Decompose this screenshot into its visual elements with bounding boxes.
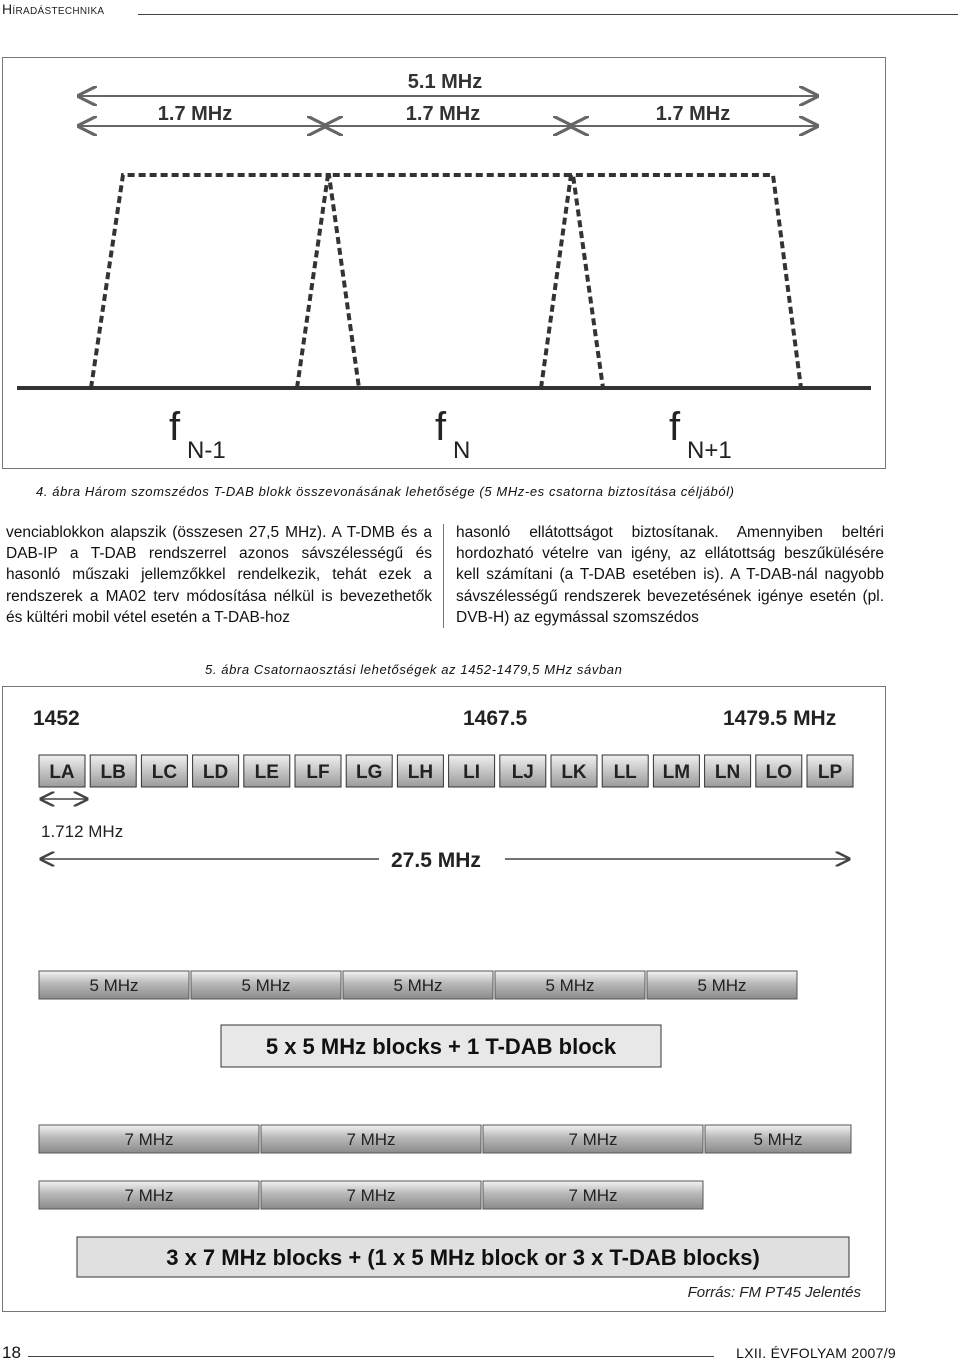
volume-label: LXII. ÉVFOLYAM 2007/9: [736, 1345, 896, 1361]
total-width-label: 27.5 MHz: [391, 849, 481, 872]
figure-5-caption: 5. ábra Csatornaosztási lehetőségek az 1452-1479,5 MHz sávban: [205, 662, 623, 677]
f-symbol-2: f: [435, 405, 447, 449]
block-bar-label: 7 MHz: [346, 1130, 396, 1149]
channel-label: LH: [407, 762, 434, 783]
block-label-2: 1.7 MHz: [405, 103, 481, 125]
section-header: Híradástechnika: [2, 1, 105, 17]
channel-label: LC: [151, 762, 178, 783]
footer-rule: [28, 1356, 714, 1357]
freq-mid: 1467.5: [463, 707, 528, 730]
text-column-left: [6, 522, 432, 628]
header-rule: [138, 14, 958, 15]
f-subscript-2: N: [453, 437, 471, 464]
block-label-1: 1.7 MHz: [157, 103, 233, 125]
block-bar-label: 7 MHz: [124, 1186, 174, 1205]
block-bar-label: 5 MHz: [545, 976, 595, 995]
spectrum-block-1: [91, 175, 359, 388]
column-divider: [443, 524, 444, 628]
summary-a-text: 5 x 5 MHz blocks + 1 T-DAB block: [265, 1034, 617, 1059]
figure-4-diagram: [3, 58, 885, 468]
source-label: Forrás: FM PT45 Jelentés: [687, 1284, 861, 1301]
block-bar-label: 7 MHz: [124, 1130, 174, 1149]
page-number: 18: [2, 1343, 21, 1362]
paragraph-right: hasonló ellátottságot biztosítanak. Amennyiben beltéri hordozható vételre van igény, az ellátottság beszűkülésére kell számítani (a T-DAB esetében is). A T-DAB-nál nagyobb sávszélességű rendszerek bevezetésének igénye esetén (pl. DVB-H) az egymással szomszédos: [456, 524, 884, 626]
f-subscript-3: N+1: [687, 437, 732, 464]
block-bar-label: 7 MHz: [568, 1186, 618, 1205]
channel-label: LO: [765, 762, 792, 783]
figure-5-diagram: [3, 687, 885, 1311]
channel-label: LB: [100, 762, 126, 783]
channel-label: LE: [254, 762, 279, 783]
f-symbol-1: f: [169, 405, 181, 449]
channel-label: LK: [561, 762, 587, 783]
figure-4-frame: [2, 57, 886, 469]
channel-label: LP: [817, 762, 843, 783]
text-column-right: [456, 522, 884, 628]
channel-label: LI: [463, 762, 481, 783]
block-bar-label: 5 MHz: [697, 976, 747, 995]
channel-label: LF: [306, 762, 330, 783]
figure-5-frame: [2, 686, 886, 1312]
paragraph-left: venciablokkon alapszik (összesen 27,5 MHz). A T-DMB és a DAB-IP a T-DAB rendszerrel azonos sávszélességű és hasonló műszaki jellemzőkkel rendelkezik, tehát ezek a rendszerek a MA02 terv módosítása nélkül is bevezethetők és kültéri mobil vétel esetén a T-DAB-hoz: [6, 524, 432, 626]
f-symbol-3: f: [669, 405, 681, 449]
channel-label: LJ: [511, 762, 534, 783]
block-bar-label: 5 MHz: [753, 1130, 803, 1149]
figure-4-caption: 4. ábra Három szomszédos T-DAB blokk összevonásának lehetősége (5 MHz-es csatorna biztosítása céljából): [36, 484, 735, 499]
channel-label: LL: [613, 762, 637, 783]
channel-label: LG: [356, 762, 383, 783]
block-label-3: 1.7 MHz: [655, 103, 731, 125]
channel-width-label: 1.712 MHz: [41, 822, 124, 841]
channel-label: LD: [202, 762, 229, 783]
f-subscript-1: N-1: [187, 437, 226, 464]
channel-label: LN: [714, 762, 741, 783]
block-bar-label: 7 MHz: [568, 1130, 618, 1149]
channel-label: LM: [662, 762, 691, 783]
block-bar-label: 7 MHz: [346, 1186, 396, 1205]
freq-end: 1479.5 MHz: [723, 707, 837, 730]
summary-b-text: 3 x 7 MHz blocks + (1 x 5 MHz block or 3 x T-DAB blocks): [166, 1245, 760, 1270]
channel-label: LA: [49, 762, 75, 783]
block-bar-label: 5 MHz: [89, 976, 139, 995]
freq-start: 1452: [33, 707, 80, 730]
span-label: 5.1 MHz: [407, 71, 483, 93]
spectrum-block-3: [541, 175, 801, 388]
block-bar-label: 5 MHz: [241, 976, 291, 995]
block-bar-label: 5 MHz: [393, 976, 443, 995]
